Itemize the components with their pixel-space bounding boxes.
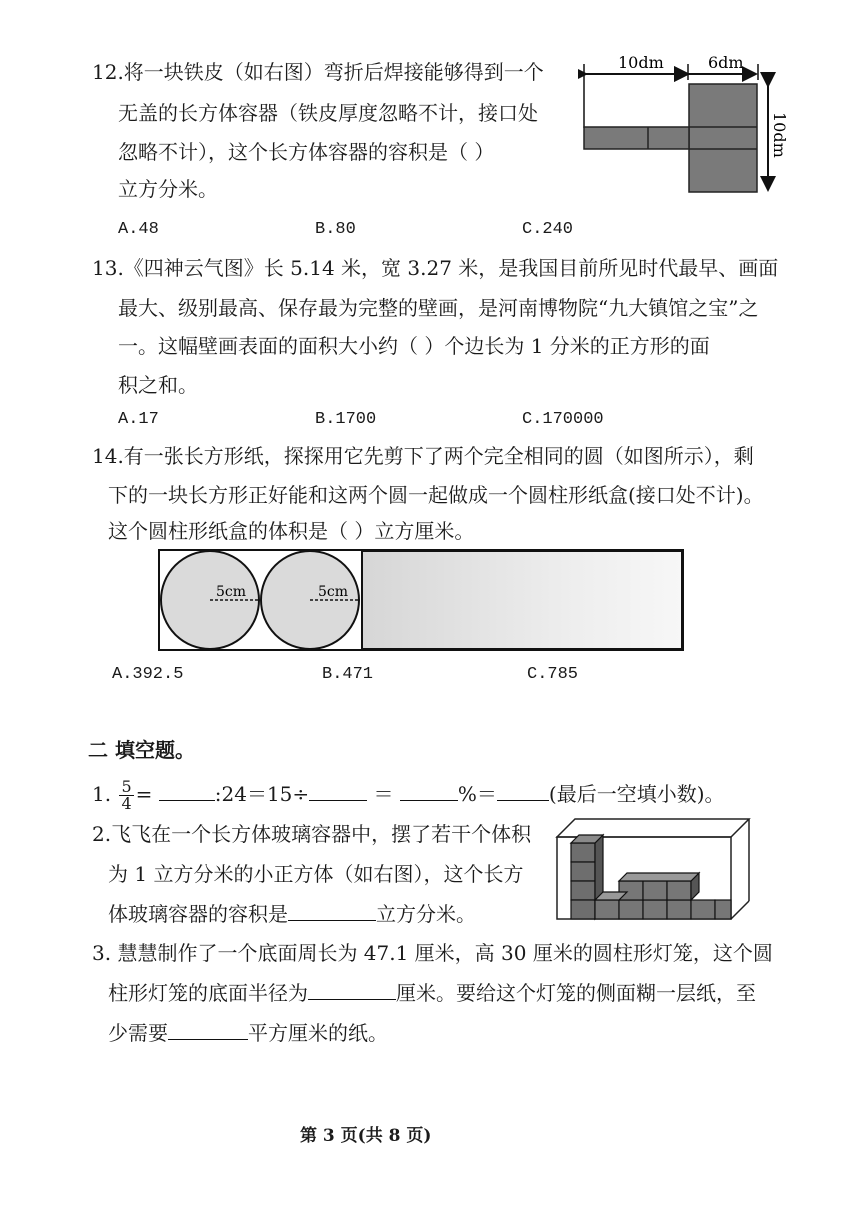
q13-option-a[interactable]: A.17 (118, 410, 159, 429)
equals-sign: = (135, 782, 153, 806)
fraction-5-4: $\frac{5}{4}$ (121, 777, 132, 813)
q14-radius-label-2: 5cm (318, 584, 349, 600)
section-title-fill-in: 二 填空题。 (88, 738, 195, 762)
q12-side-label: 6dm (708, 53, 744, 72)
fill2-line-2: 为 1 立方分米的小正方体（如右图），这个长方 (108, 862, 524, 886)
q14-line-2: 下的一块长方形正好能和这两个圆一起做成一个圆柱形纸盒(接口处不计)。 (108, 483, 764, 507)
page-number: 第 3 页(共 8 页) (300, 1126, 432, 1146)
q14-line-3: 这个圆柱形纸盒的体积是（ ）立方厘米。 (108, 519, 475, 543)
fill3-blank-area[interactable] (168, 1021, 248, 1040)
q12-line-2: 无盖的长方体容器（铁皮厚度忽略不计，接口处 (118, 101, 538, 125)
q12-line-4: 立方分米。 (118, 177, 218, 201)
q13-option-b[interactable]: B.1700 (315, 410, 377, 429)
fill3-line-1: 3. 慧慧制作了一个底面周长为 47.1 厘米，高 30 厘米的圆柱形灯笼，这个圆 (92, 941, 773, 965)
fill1-number: 1. (92, 782, 112, 806)
q12-line-3: 忽略不计），这个长方体容器的容积是（ ） (118, 140, 495, 164)
q12-line-1: 12.将一块铁皮（如右图）弯折后焊接能够得到一个 (92, 60, 544, 84)
fill1-blank-4[interactable] (497, 782, 549, 801)
q14-paper-figure (158, 549, 688, 653)
q12-height-label: 10dm (770, 112, 789, 158)
equals-sign-2: ＝ (373, 782, 394, 806)
q13-line-2: 最大、级别最高、保存最为完整的壁画，是河南博物院“九大镇馆之宝”之 (118, 296, 759, 320)
fill1-blank-2[interactable] (309, 782, 367, 801)
percent-text: %＝ (457, 782, 497, 806)
fill3-blank-radius[interactable] (308, 981, 396, 1000)
fill1-equation (92, 776, 725, 812)
fill2-line-3: 体玻璃容器的容积是 立方分米。 (108, 902, 476, 926)
q12-net-figure (578, 50, 808, 200)
q12-option-b[interactable]: B.80 (315, 220, 356, 239)
q12-option-a[interactable]: A.48 (118, 220, 159, 239)
fill3-line-2: 柱形灯笼的底面半径为 厘米。要给这个灯笼的侧面糊一层纸，至 (108, 981, 756, 1005)
fill1-note: (最后一空填小数)。 (548, 782, 725, 806)
fill1-ratio-text: :24＝15÷ (214, 782, 310, 806)
q13-line-3: 一。这幅壁画表面的面积大小约（ ）个边长为 1 分米的正方形的面 (118, 334, 710, 358)
glass-container-figure (553, 815, 753, 921)
q14-option-c[interactable]: C.785 (527, 665, 579, 684)
fill2-line-1: 2.飞飞在一个长方体玻璃容器中，摆了若干个体积 (92, 822, 532, 846)
fill3-line-3: 少需要 平方厘米的纸。 (108, 1021, 388, 1045)
fill1-blank-1[interactable] (159, 782, 215, 801)
q13-line-1: 13.《四神云气图》长 5.14 米，宽 3.27 米，是我国目前所见时代最早、画面 (92, 256, 779, 280)
q12-option-c[interactable]: C.240 (522, 220, 574, 239)
q14-option-a[interactable]: A.392.5 (112, 665, 184, 684)
q13-option-c[interactable]: C.170000 (522, 410, 604, 429)
q13-line-4: 积之和。 (118, 373, 198, 397)
fill2-blank[interactable] (288, 902, 376, 921)
q14-radius-label-1: 5cm (216, 584, 247, 600)
q14-option-b[interactable]: B.471 (322, 665, 374, 684)
q12-width-label: 10dm (618, 53, 664, 72)
q14-line-1: 14.有一张长方形纸，探探用它先剪下了两个完全相同的圆（如图所示），剩 (92, 444, 754, 468)
fill1-blank-3[interactable] (400, 782, 458, 801)
